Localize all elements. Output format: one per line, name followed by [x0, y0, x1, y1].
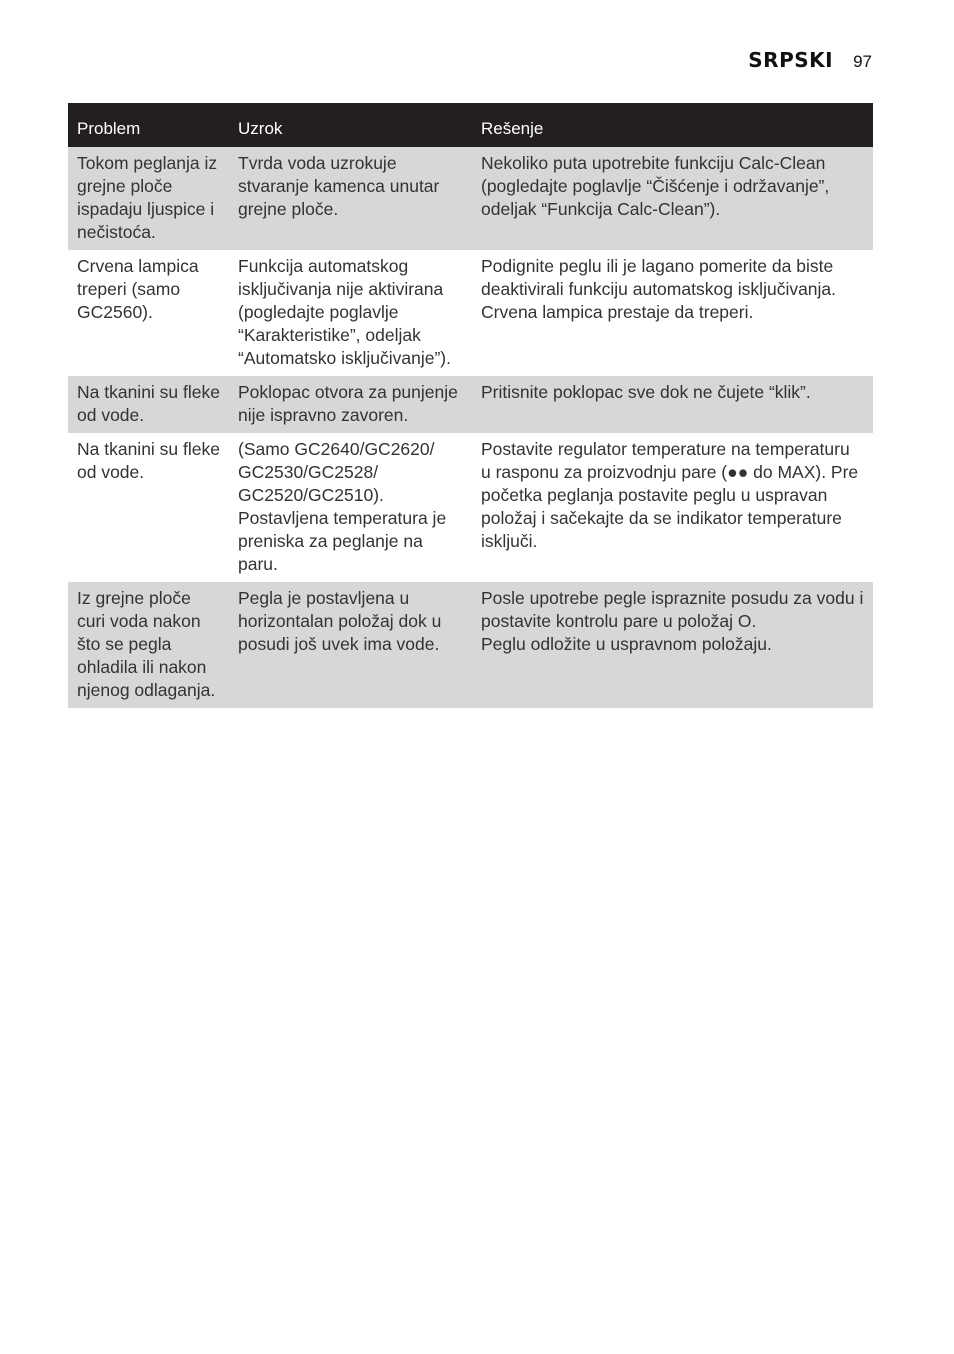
solution-cell: Pritisnite poklopac sve dok ne čujete “klik”.	[472, 376, 873, 433]
cause-cell: Tvrda voda uzrokuje stvaranje kamenca unutar grejne ploče.	[229, 147, 472, 250]
cause-cell: Pegla je postavljena u horizontalan položaj dok u posudi još uvek ima vode.	[229, 582, 472, 708]
cause-cell: (Samo GC2640/GC2620/ GC2530/GC2528/ GC2520/GC2510). Postavljena temperatura je preniska za peglanje na paru.	[229, 433, 472, 582]
problem-cell: Na tkanini su fleke od vode.	[68, 376, 229, 433]
solution-text: Posle upotrebe pegle ispraznite posudu za vodu i postavite kontrolu pare u položaj O.	[481, 588, 864, 631]
troubleshooting-table	[68, 103, 873, 708]
language-label: SRPSKI	[748, 48, 834, 72]
table-row	[68, 376, 873, 433]
page-number: 97	[853, 52, 872, 71]
problem-cell: Na tkanini su fleke od vode.	[68, 433, 229, 582]
solution-cell: Nekoliko puta upotrebite funkciju Calc-Clean (pogledajte poglavlje “Čišćenje i održavanje”, odeljak “Funkcija Calc-Clean”).	[472, 147, 873, 250]
table-row	[68, 433, 873, 582]
column-header-problem: Problem	[68, 103, 229, 147]
problem-cell: Iz grejne ploče curi voda nakon što se pegla ohladila ili nakon njenog odlaganja.	[68, 582, 229, 708]
solution-cell: Podignite peglu ili je lagano pomerite da biste deaktivirali funkciju automatskog isključivanja. Crvena lampica prestaje da treperi.	[472, 250, 873, 376]
solution-text-extra: Peglu odložite u uspravnom položaju.	[481, 634, 772, 654]
cause-cell: Poklopac otvora za punjenje nije ispravno zavoren.	[229, 376, 472, 433]
problem-cell: Tokom peglanja iz grejne ploče ispadaju ljuspice i nečistoća.	[68, 147, 229, 250]
table-row	[68, 582, 873, 708]
column-header-solution: Rešenje	[472, 103, 873, 147]
table-row	[68, 250, 873, 376]
problem-cell: Crvena lampica treperi (samo GC2560).	[68, 250, 229, 376]
cause-cell: Funkcija automatskog isključivanja nije aktivirana (pogledajte poglavlje “Karakteristike”, odeljak “Automatsko isključivanje”).	[229, 250, 472, 376]
column-header-cause: Uzrok	[229, 103, 472, 147]
solution-cell: Postavite regulator temperature na temperaturu u rasponu za proizvodnju pare (●● do MAX). Pre početka peglanja postavite peglu u uspravan položaj i sačekajte da se indikator temperature isključi.	[472, 433, 873, 582]
table-header-row	[68, 103, 873, 147]
page-header	[748, 48, 872, 72]
table-row	[68, 147, 873, 250]
solution-cell	[472, 582, 873, 708]
